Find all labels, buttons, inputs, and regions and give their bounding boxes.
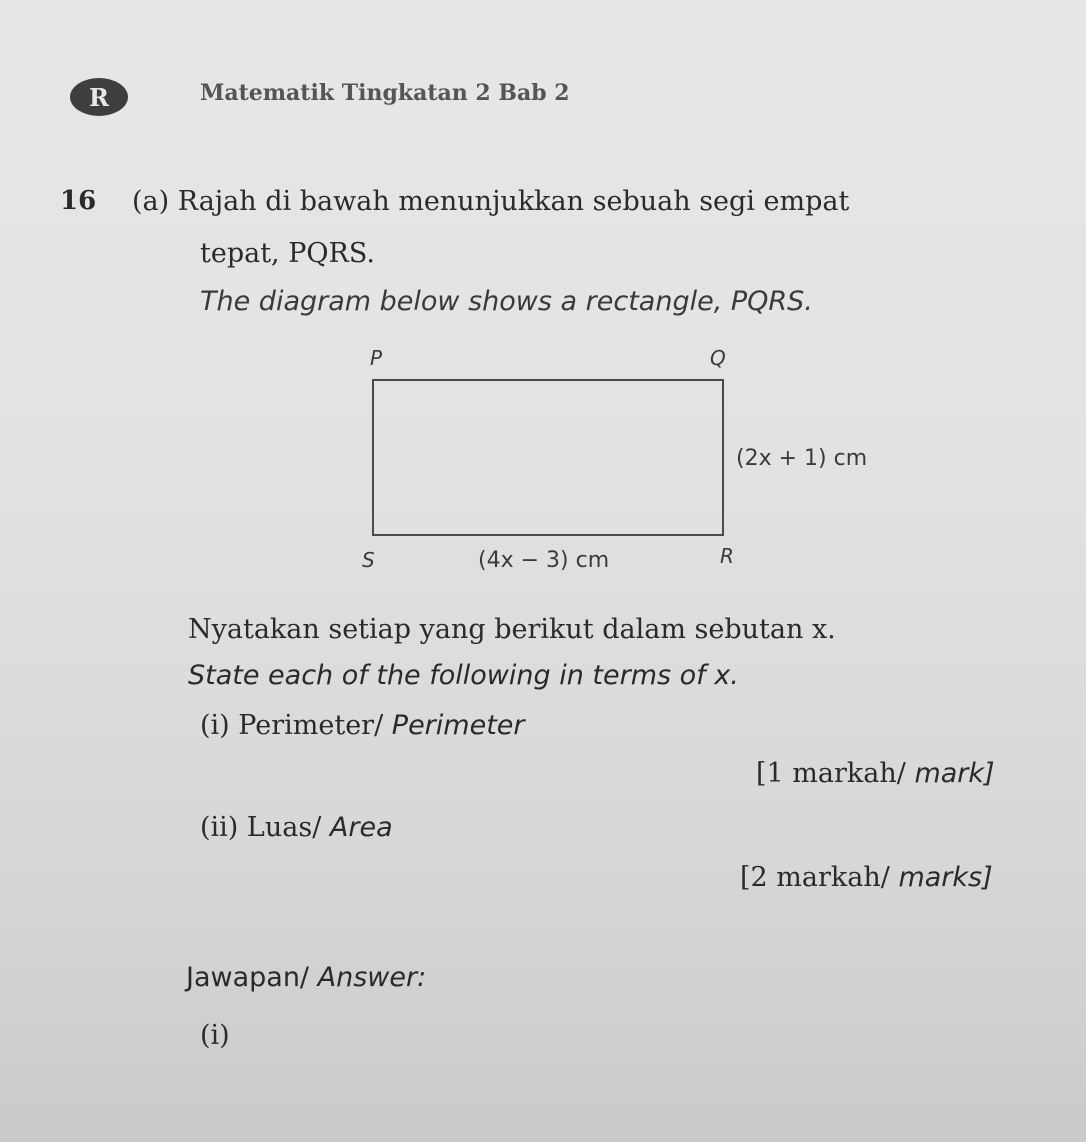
vertex-s: S <box>362 548 375 572</box>
part-ii <box>200 812 393 843</box>
part-ii-marks-en: marks] <box>898 862 993 893</box>
part-i-marks-ms: [1 markah/ <box>756 758 906 789</box>
instruction-ms: Nyatakan setiap yang berikut dalam sebutan x. <box>188 614 836 645</box>
part-ii-label-en: Area <box>329 812 393 843</box>
part-label: (a) <box>132 186 170 217</box>
answer-part-i: (i) <box>200 1020 230 1051</box>
instruction-en: State each of the following in terms of x. <box>188 660 739 691</box>
bottom-label: (4x − 3) cm <box>478 548 610 573</box>
answer-label-ms: Jawapan/ <box>186 962 310 993</box>
part-i-marks <box>756 758 995 789</box>
side-label: (2x + 1) cm <box>736 446 868 471</box>
part-i-label-en: Perimeter <box>391 710 525 741</box>
part-ii-marks <box>740 862 993 893</box>
question-text-en: The diagram below shows a rectangle, PQRS. <box>200 286 813 317</box>
vertex-r: R <box>720 544 734 568</box>
logo-badge <box>70 78 128 116</box>
question-line-1: Rajah di bawah menunjukkan sebuah segi empat <box>177 186 850 217</box>
answer-heading <box>186 962 426 993</box>
question-line-2: tepat, PQRS. <box>200 238 375 269</box>
part-ii-label: (ii) Luas/ <box>200 812 322 843</box>
vertex-q: Q <box>710 346 726 370</box>
part-ii-marks-ms: [2 markah/ <box>740 862 890 893</box>
question-text-ms <box>132 186 849 217</box>
question-number: 16 <box>60 186 97 216</box>
logo-letter: R <box>89 82 109 112</box>
rectangle-diagram <box>340 345 940 585</box>
part-i-label: (i) Perimeter/ <box>200 710 384 741</box>
part-i <box>200 710 525 741</box>
page-header: Matematik Tingkatan 2 Bab 2 <box>200 80 570 106</box>
answer-label-en: Answer: <box>317 962 427 993</box>
vertex-p: P <box>370 346 383 370</box>
part-i-marks-en: mark] <box>914 758 995 789</box>
rectangle-pqrs <box>373 380 723 535</box>
